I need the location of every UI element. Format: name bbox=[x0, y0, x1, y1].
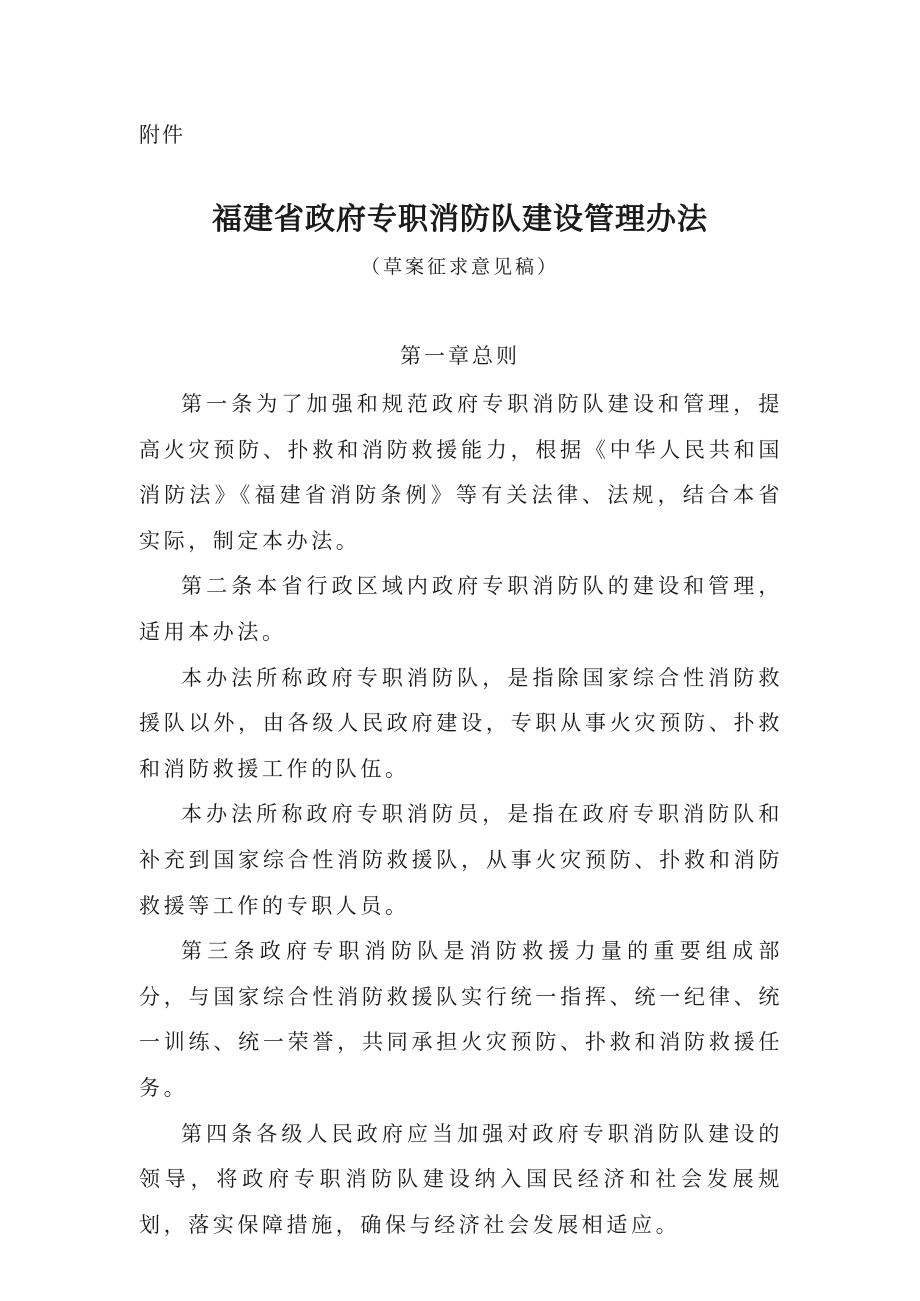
definition-firefighter-paragraph: 本办法所称政府专职消防员，是指在政府专职消防队和补充到国家综合性消防救援队，从事火灾预防、扑救和消防救援等工作的专职人员。 bbox=[139, 802, 783, 918]
document-body bbox=[139, 382, 783, 1248]
attachment-label: 附件 bbox=[139, 123, 185, 147]
article-2-paragraph: 第二条本省行政区域内政府专职消防队的建设和管理，适用本办法。 bbox=[139, 574, 783, 644]
document-title: 福建省政府专职消防队建设管理办法 bbox=[212, 202, 708, 237]
article-4-paragraph: 第四条各级人民政府应当加强对政府专职消防队建设的领导，将政府专职消防队建设纳入国民经济和社会发展规划，落实保障措施，确保与经济社会发展相适应。 bbox=[139, 1121, 783, 1237]
article-1-paragraph: 第一条为了加强和规范政府专职消防队建设和管理，提高火灾预防、扑救和消防救援能力，根据《中华人民共和国消防法》《福建省消防条例》等有关法律、法规，结合本省实际，制定本办法。 bbox=[139, 392, 783, 553]
chapter-heading: 第一章总则 bbox=[400, 344, 520, 368]
definition-team-paragraph: 本办法所称政府专职消防队，是指除国家综合性消防救援队以外，由各级人民政府建设，专职从事火灾预防、扑救和消防救援工作的队伍。 bbox=[139, 665, 783, 781]
document-subtitle: （草案征求意见稿） bbox=[360, 256, 559, 278]
article-3-paragraph: 第三条政府专职消防队是消防救援力量的重要组成部分，与国家综合性消防救援队实行统一指挥、统一纪律、统一训练、统一荣誉，共同承担火灾预防、扑救和消防救援任务。 bbox=[139, 939, 783, 1100]
